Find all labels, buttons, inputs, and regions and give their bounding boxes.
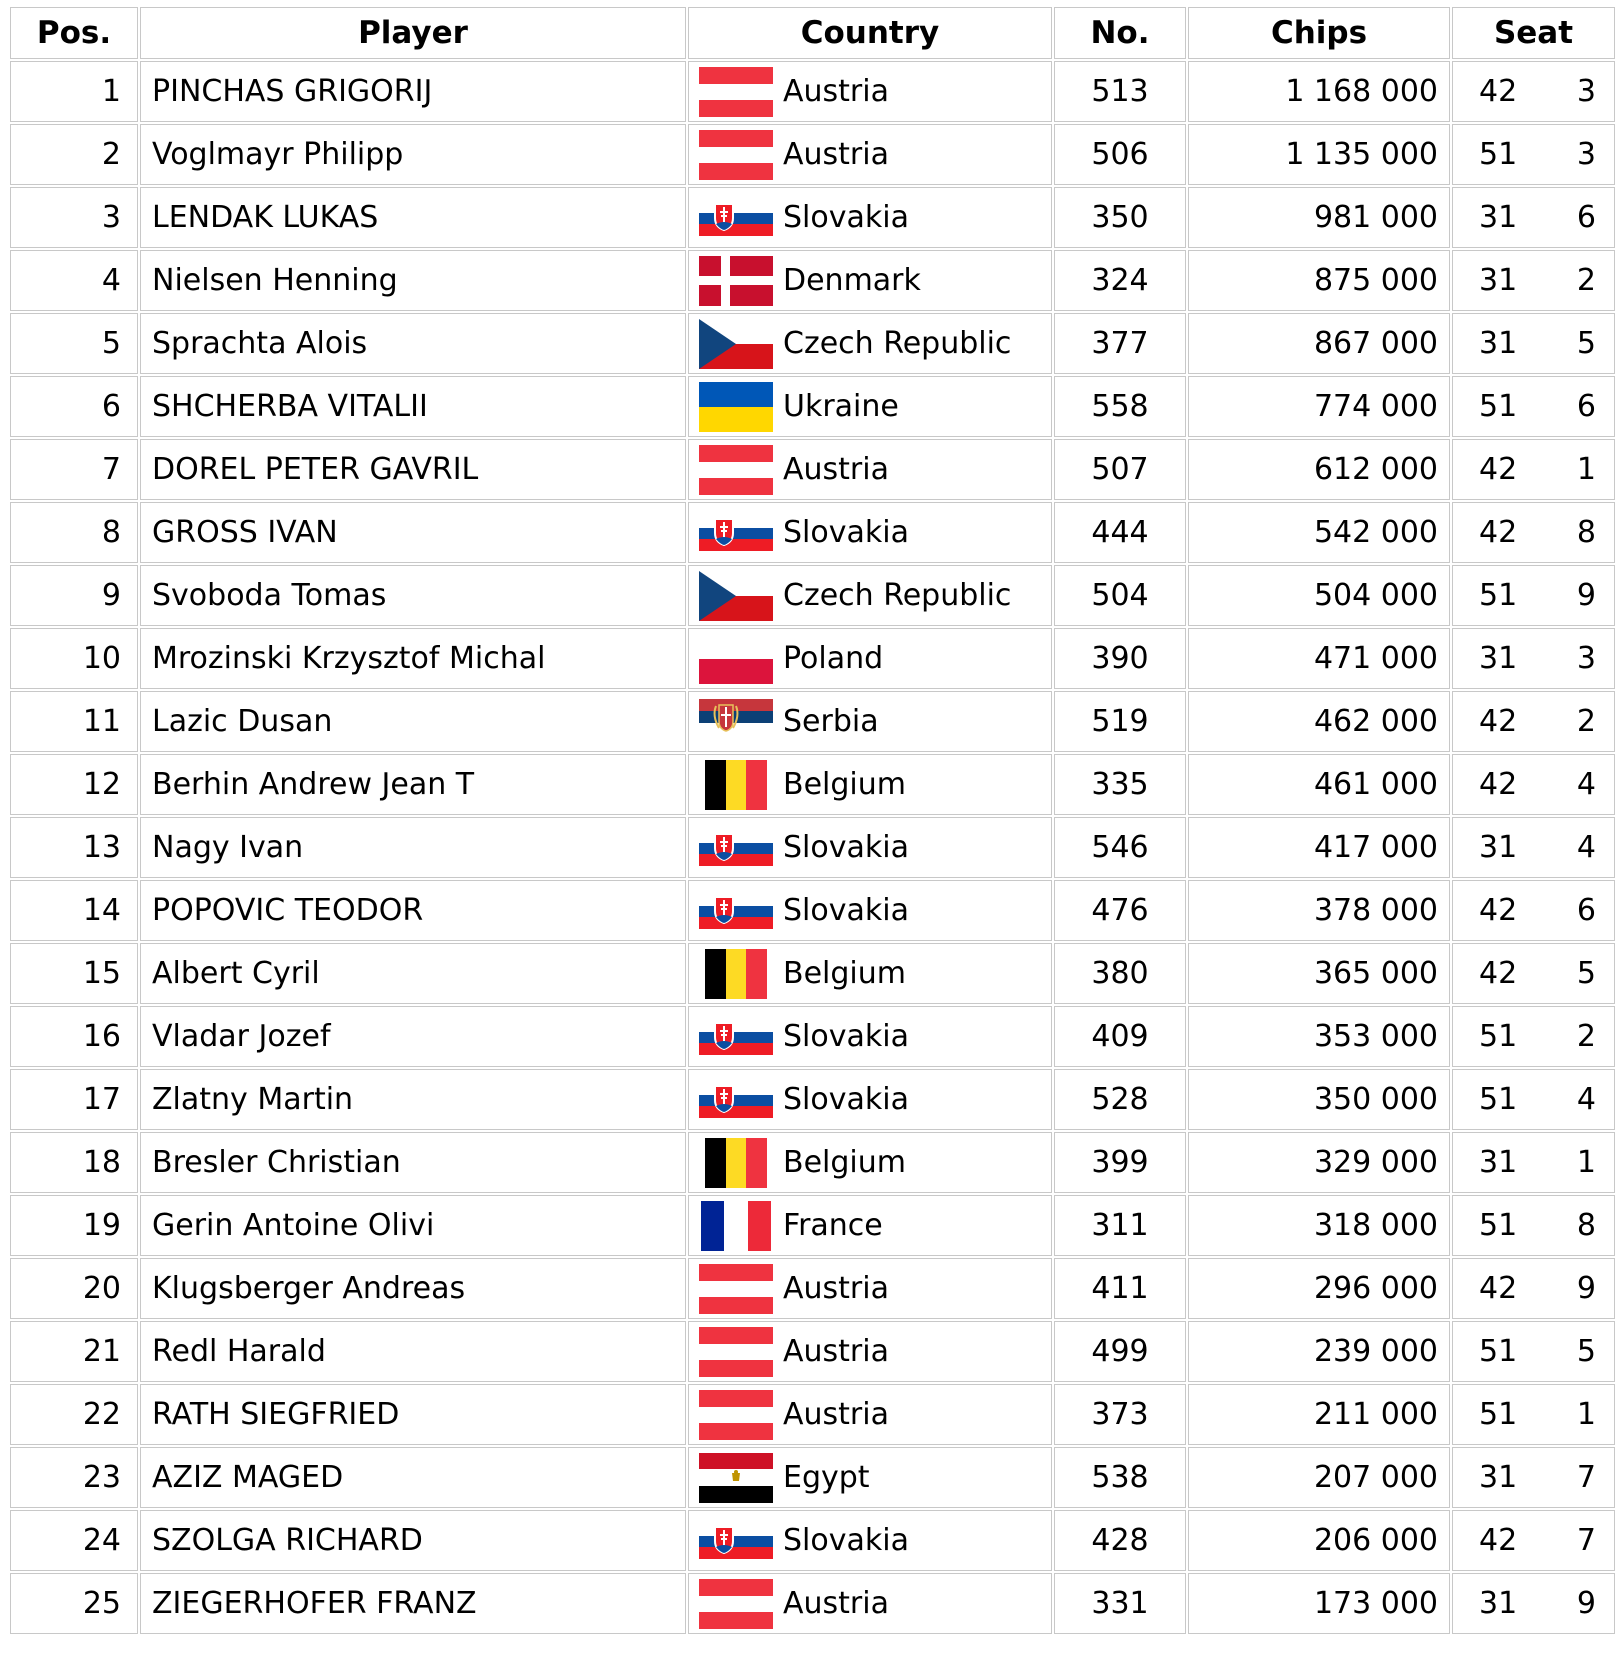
- seat-number: 8: [1576, 515, 1596, 550]
- seat-cell: [1452, 1384, 1615, 1445]
- seat-number: 9: [1576, 578, 1596, 613]
- austria-flag-icon: [699, 445, 783, 495]
- table-row: [10, 754, 1615, 815]
- chips-cell: 612 000: [1188, 439, 1450, 500]
- header-no[interactable]: No.: [1054, 7, 1186, 59]
- header-country[interactable]: Country: [688, 7, 1052, 59]
- chips-cell: 365 000: [1188, 943, 1450, 1004]
- table-number: 51: [1479, 578, 1518, 613]
- country-cell: [688, 1573, 1052, 1634]
- pos-cell: 10: [10, 628, 138, 689]
- player-name-cell: Mrozinski Krzysztof Michal: [140, 628, 686, 689]
- chips-cell: 461 000: [1188, 754, 1450, 815]
- country-name: Belgium: [783, 767, 906, 802]
- seat-cell: [1452, 1321, 1615, 1382]
- player-name-cell: Nielsen Henning: [140, 250, 686, 311]
- seat-number: 1: [1576, 1397, 1596, 1432]
- player-number-cell: 528: [1054, 1069, 1186, 1130]
- country-name: Slovakia: [783, 515, 909, 550]
- country-cell: [688, 1447, 1052, 1508]
- pos-cell: 13: [10, 817, 138, 878]
- player-number-cell: 499: [1054, 1321, 1186, 1382]
- table-number: 51: [1479, 389, 1518, 424]
- table-row: [10, 124, 1615, 185]
- pos-cell: 5: [10, 313, 138, 374]
- slovakia-flag-icon: [699, 1075, 783, 1125]
- pos-cell: 11: [10, 691, 138, 752]
- czech-flag-icon: [699, 319, 783, 369]
- austria-flag-icon: [699, 67, 783, 117]
- france-flag-icon: [699, 1201, 783, 1251]
- country-cell: [688, 628, 1052, 689]
- seat-cell: [1452, 565, 1615, 626]
- player-name-cell: DOREL PETER GAVRIL: [140, 439, 686, 500]
- player-name-cell: Berhin Andrew Jean T: [140, 754, 686, 815]
- player-name-cell: LENDAK LUKAS: [140, 187, 686, 248]
- country-name: Ukraine: [783, 389, 899, 424]
- table-row: [10, 565, 1615, 626]
- table-row: [10, 1069, 1615, 1130]
- chips-cell: 329 000: [1188, 1132, 1450, 1193]
- seat-number: 4: [1576, 767, 1596, 802]
- table-number: 51: [1479, 1208, 1518, 1243]
- header-chips[interactable]: Chips: [1188, 7, 1450, 59]
- country-cell: [688, 250, 1052, 311]
- pos-cell: 22: [10, 1384, 138, 1445]
- player-name-cell: Vladar Jozef: [140, 1006, 686, 1067]
- seat-cell: [1452, 313, 1615, 374]
- austria-flag-icon: [699, 130, 783, 180]
- country-name: Poland: [783, 641, 884, 676]
- player-number-cell: 324: [1054, 250, 1186, 311]
- chip-count-table: [8, 5, 1617, 1636]
- pos-cell: 3: [10, 187, 138, 248]
- chips-cell: 173 000: [1188, 1573, 1450, 1634]
- seat-cell: [1452, 817, 1615, 878]
- austria-flag-icon: [699, 1264, 783, 1314]
- seat-number: 4: [1576, 830, 1596, 865]
- player-number-cell: 444: [1054, 502, 1186, 563]
- player-number-cell: 504: [1054, 565, 1186, 626]
- seat-cell: [1452, 628, 1615, 689]
- country-cell: [688, 313, 1052, 374]
- player-number-cell: 519: [1054, 691, 1186, 752]
- chips-cell: 206 000: [1188, 1510, 1450, 1571]
- player-name-cell: Redl Harald: [140, 1321, 686, 1382]
- country-name: Austria: [783, 452, 889, 487]
- player-name-cell: AZIZ MAGED: [140, 1447, 686, 1508]
- chips-cell: 504 000: [1188, 565, 1450, 626]
- table-row: [10, 376, 1615, 437]
- player-name-cell: Sprachta Alois: [140, 313, 686, 374]
- seat-cell: [1452, 1069, 1615, 1130]
- seat-cell: [1452, 439, 1615, 500]
- pos-cell: 17: [10, 1069, 138, 1130]
- player-name-cell: RATH SIEGFRIED: [140, 1384, 686, 1445]
- seat-cell: [1452, 1195, 1615, 1256]
- chips-cell: 471 000: [1188, 628, 1450, 689]
- pos-cell: 25: [10, 1573, 138, 1634]
- table-number: 42: [1479, 704, 1518, 739]
- chips-cell: 378 000: [1188, 880, 1450, 941]
- table-row: [10, 502, 1615, 563]
- chips-cell: 353 000: [1188, 1006, 1450, 1067]
- austria-flag-icon: [699, 1390, 783, 1440]
- country-cell: [688, 439, 1052, 500]
- country-name: Slovakia: [783, 1019, 909, 1054]
- header-player[interactable]: Player: [140, 7, 686, 59]
- player-name-cell: Nagy Ivan: [140, 817, 686, 878]
- table-row: [10, 1447, 1615, 1508]
- czech-flag-icon: [699, 571, 783, 621]
- country-cell: [688, 1069, 1052, 1130]
- egypt-flag-icon: [699, 1453, 783, 1503]
- country-name: Slovakia: [783, 830, 909, 865]
- seat-cell: [1452, 1510, 1615, 1571]
- seat-cell: [1452, 187, 1615, 248]
- table-number: 42: [1479, 452, 1518, 487]
- pos-cell: 15: [10, 943, 138, 1004]
- table-number: 31: [1479, 1145, 1518, 1180]
- table-row: [10, 817, 1615, 878]
- table-number: 31: [1479, 1586, 1518, 1621]
- player-number-cell: 558: [1054, 376, 1186, 437]
- country-cell: [688, 187, 1052, 248]
- table-row: [10, 1006, 1615, 1067]
- table-row: [10, 943, 1615, 1004]
- player-number-cell: 476: [1054, 880, 1186, 941]
- seat-cell: [1452, 376, 1615, 437]
- seat-cell: [1452, 1006, 1615, 1067]
- seat-cell: [1452, 691, 1615, 752]
- country-cell: [688, 61, 1052, 122]
- player-name-cell: Bresler Christian: [140, 1132, 686, 1193]
- table-row: [10, 61, 1615, 122]
- country-name: Belgium: [783, 956, 906, 991]
- pos-cell: 24: [10, 1510, 138, 1571]
- country-name: Austria: [783, 1397, 889, 1432]
- pos-cell: 1: [10, 61, 138, 122]
- table-number: 42: [1479, 515, 1518, 550]
- pos-cell: 20: [10, 1258, 138, 1319]
- player-name-cell: POPOVIC TEODOR: [140, 880, 686, 941]
- country-name: Egypt: [783, 1460, 870, 1495]
- table-number: 31: [1479, 830, 1518, 865]
- table-row: [10, 1321, 1615, 1382]
- country-cell: [688, 691, 1052, 752]
- table-row: [10, 250, 1615, 311]
- table-number: 51: [1479, 1334, 1518, 1369]
- seat-cell: [1452, 124, 1615, 185]
- player-number-cell: 335: [1054, 754, 1186, 815]
- country-name: Czech Republic: [783, 578, 1012, 613]
- country-cell: [688, 1321, 1052, 1382]
- table-row: [10, 439, 1615, 500]
- table-row: [10, 1384, 1615, 1445]
- table-row: [10, 1195, 1615, 1256]
- player-number-cell: 390: [1054, 628, 1186, 689]
- player-name-cell: ZIEGERHOFER FRANZ: [140, 1573, 686, 1634]
- player-number-cell: 506: [1054, 124, 1186, 185]
- seat-number: 9: [1576, 1586, 1596, 1621]
- table-number: 42: [1479, 956, 1518, 991]
- header-pos[interactable]: Pos.: [10, 7, 138, 59]
- chips-cell: 542 000: [1188, 502, 1450, 563]
- pos-cell: 23: [10, 1447, 138, 1508]
- player-name-cell: SHCHERBA VITALII: [140, 376, 686, 437]
- pos-cell: 4: [10, 250, 138, 311]
- player-number-cell: 350: [1054, 187, 1186, 248]
- country-cell: [688, 817, 1052, 878]
- denmark-flag-icon: [699, 256, 783, 306]
- seat-cell: [1452, 754, 1615, 815]
- seat-number: 7: [1576, 1523, 1596, 1558]
- table-row: [10, 880, 1615, 941]
- player-number-cell: 546: [1054, 817, 1186, 878]
- pos-cell: 2: [10, 124, 138, 185]
- table-number: 31: [1479, 200, 1518, 235]
- player-number-cell: 399: [1054, 1132, 1186, 1193]
- table-number: 51: [1479, 1082, 1518, 1117]
- table-row: [10, 1258, 1615, 1319]
- country-name: Slovakia: [783, 893, 909, 928]
- country-name: Slovakia: [783, 1082, 909, 1117]
- slovakia-flag-icon: [699, 886, 783, 936]
- pos-cell: 8: [10, 502, 138, 563]
- country-name: Slovakia: [783, 200, 909, 235]
- table-row: [10, 1132, 1615, 1193]
- table-number: 42: [1479, 893, 1518, 928]
- seat-cell: [1452, 1258, 1615, 1319]
- table-number: 31: [1479, 1460, 1518, 1495]
- player-number-cell: 380: [1054, 943, 1186, 1004]
- table-row: [10, 313, 1615, 374]
- chips-cell: 211 000: [1188, 1384, 1450, 1445]
- pos-cell: 19: [10, 1195, 138, 1256]
- seat-number: 3: [1576, 641, 1596, 676]
- seat-number: 1: [1576, 1145, 1596, 1180]
- country-cell: [688, 943, 1052, 1004]
- table-number: 31: [1479, 641, 1518, 676]
- chips-cell: 417 000: [1188, 817, 1450, 878]
- player-number-cell: 513: [1054, 61, 1186, 122]
- seat-number: 9: [1576, 1271, 1596, 1306]
- country-cell: [688, 1006, 1052, 1067]
- chips-cell: 296 000: [1188, 1258, 1450, 1319]
- player-number-cell: 377: [1054, 313, 1186, 374]
- chips-cell: 867 000: [1188, 313, 1450, 374]
- player-name-cell: Gerin Antoine Olivi: [140, 1195, 686, 1256]
- slovakia-flag-icon: [699, 508, 783, 558]
- player-name-cell: GROSS IVAN: [140, 502, 686, 563]
- country-cell: [688, 124, 1052, 185]
- seat-cell: [1452, 61, 1615, 122]
- pos-cell: 6: [10, 376, 138, 437]
- player-number-cell: 428: [1054, 1510, 1186, 1571]
- player-number-cell: 373: [1054, 1384, 1186, 1445]
- table-number: 42: [1479, 74, 1518, 109]
- player-name-cell: Voglmayr Philipp: [140, 124, 686, 185]
- country-cell: [688, 1258, 1052, 1319]
- seat-cell: [1452, 880, 1615, 941]
- chips-cell: 1 135 000: [1188, 124, 1450, 185]
- country-name: Slovakia: [783, 1523, 909, 1558]
- table-number: 31: [1479, 263, 1518, 298]
- chip-count-table-wrapper: [8, 5, 1617, 1636]
- pos-cell: 18: [10, 1132, 138, 1193]
- chips-cell: 239 000: [1188, 1321, 1450, 1382]
- country-name: Austria: [783, 74, 889, 109]
- pos-cell: 14: [10, 880, 138, 941]
- seat-number: 6: [1576, 893, 1596, 928]
- seat-number: 4: [1576, 1082, 1596, 1117]
- player-name-cell: Svoboda Tomas: [140, 565, 686, 626]
- pos-cell: 7: [10, 439, 138, 500]
- country-cell: [688, 1195, 1052, 1256]
- country-name: France: [783, 1208, 883, 1243]
- seat-number: 3: [1576, 74, 1596, 109]
- seat-cell: [1452, 1132, 1615, 1193]
- seat-number: 5: [1576, 326, 1596, 361]
- player-number-cell: 538: [1054, 1447, 1186, 1508]
- country-cell: [688, 1384, 1052, 1445]
- table-body: [10, 61, 1615, 1634]
- seat-cell: [1452, 1447, 1615, 1508]
- header-row: [10, 7, 1615, 59]
- table-row: [10, 1573, 1615, 1634]
- table-row: [10, 187, 1615, 248]
- country-name: Austria: [783, 1271, 889, 1306]
- seat-number: 2: [1576, 263, 1596, 298]
- belgium-flag-icon: [699, 949, 783, 999]
- chips-cell: 207 000: [1188, 1447, 1450, 1508]
- table-number: 51: [1479, 1397, 1518, 1432]
- slovakia-flag-icon: [699, 193, 783, 243]
- pos-cell: 9: [10, 565, 138, 626]
- country-cell: [688, 376, 1052, 437]
- austria-flag-icon: [699, 1327, 783, 1377]
- table-number: 31: [1479, 326, 1518, 361]
- player-name-cell: Klugsberger Andreas: [140, 1258, 686, 1319]
- table-row: [10, 691, 1615, 752]
- country-cell: [688, 754, 1052, 815]
- table-number: 42: [1479, 1271, 1518, 1306]
- table-row: [10, 628, 1615, 689]
- player-name-cell: Albert Cyril: [140, 943, 686, 1004]
- table-row: [10, 1510, 1615, 1571]
- slovakia-flag-icon: [699, 823, 783, 873]
- seat-number: 2: [1576, 704, 1596, 739]
- player-number-cell: 331: [1054, 1573, 1186, 1634]
- slovakia-flag-icon: [699, 1516, 783, 1566]
- country-cell: [688, 1510, 1052, 1571]
- country-name: Austria: [783, 1334, 889, 1369]
- player-number-cell: 507: [1054, 439, 1186, 500]
- seat-number: 6: [1576, 389, 1596, 424]
- chips-cell: 350 000: [1188, 1069, 1450, 1130]
- austria-flag-icon: [699, 1579, 783, 1629]
- country-name: Serbia: [783, 704, 879, 739]
- poland-flag-icon: [699, 634, 783, 684]
- seat-number: 5: [1576, 1334, 1596, 1369]
- seat-cell: [1452, 943, 1615, 1004]
- player-name-cell: SZOLGA RICHARD: [140, 1510, 686, 1571]
- country-cell: [688, 565, 1052, 626]
- country-name: Austria: [783, 1586, 889, 1621]
- pos-cell: 21: [10, 1321, 138, 1382]
- country-cell: [688, 502, 1052, 563]
- chips-cell: 774 000: [1188, 376, 1450, 437]
- seat-number: 1: [1576, 452, 1596, 487]
- header-seat[interactable]: Seat: [1452, 7, 1615, 59]
- chips-cell: 981 000: [1188, 187, 1450, 248]
- player-name-cell: Lazic Dusan: [140, 691, 686, 752]
- seat-cell: [1452, 250, 1615, 311]
- country-cell: [688, 1132, 1052, 1193]
- belgium-flag-icon: [699, 1138, 783, 1188]
- seat-number: 2: [1576, 1019, 1596, 1054]
- seat-number: 8: [1576, 1208, 1596, 1243]
- chips-cell: 318 000: [1188, 1195, 1450, 1256]
- seat-number: 6: [1576, 200, 1596, 235]
- table-number: 51: [1479, 137, 1518, 172]
- country-name: Denmark: [783, 263, 921, 298]
- player-number-cell: 411: [1054, 1258, 1186, 1319]
- ukraine-flag-icon: [699, 382, 783, 432]
- pos-cell: 16: [10, 1006, 138, 1067]
- country-name: Austria: [783, 137, 889, 172]
- country-name: Czech Republic: [783, 326, 1012, 361]
- country-cell: [688, 880, 1052, 941]
- seat-number: 3: [1576, 137, 1596, 172]
- chips-cell: 462 000: [1188, 691, 1450, 752]
- player-number-cell: 409: [1054, 1006, 1186, 1067]
- seat-cell: [1452, 1573, 1615, 1634]
- table-number: 42: [1479, 767, 1518, 802]
- slovakia-flag-icon: [699, 1012, 783, 1062]
- serbia-flag-icon: [699, 697, 783, 747]
- seat-cell: [1452, 502, 1615, 563]
- player-number-cell: 311: [1054, 1195, 1186, 1256]
- chips-cell: 1 168 000: [1188, 61, 1450, 122]
- player-name-cell: PINCHAS GRIGORIJ: [140, 61, 686, 122]
- belgium-flag-icon: [699, 760, 783, 810]
- chips-cell: 875 000: [1188, 250, 1450, 311]
- pos-cell: 12: [10, 754, 138, 815]
- table-number: 42: [1479, 1523, 1518, 1558]
- seat-number: 7: [1576, 1460, 1596, 1495]
- table-number: 51: [1479, 1019, 1518, 1054]
- seat-number: 5: [1576, 956, 1596, 991]
- country-name: Belgium: [783, 1145, 906, 1180]
- player-name-cell: Zlatny Martin: [140, 1069, 686, 1130]
